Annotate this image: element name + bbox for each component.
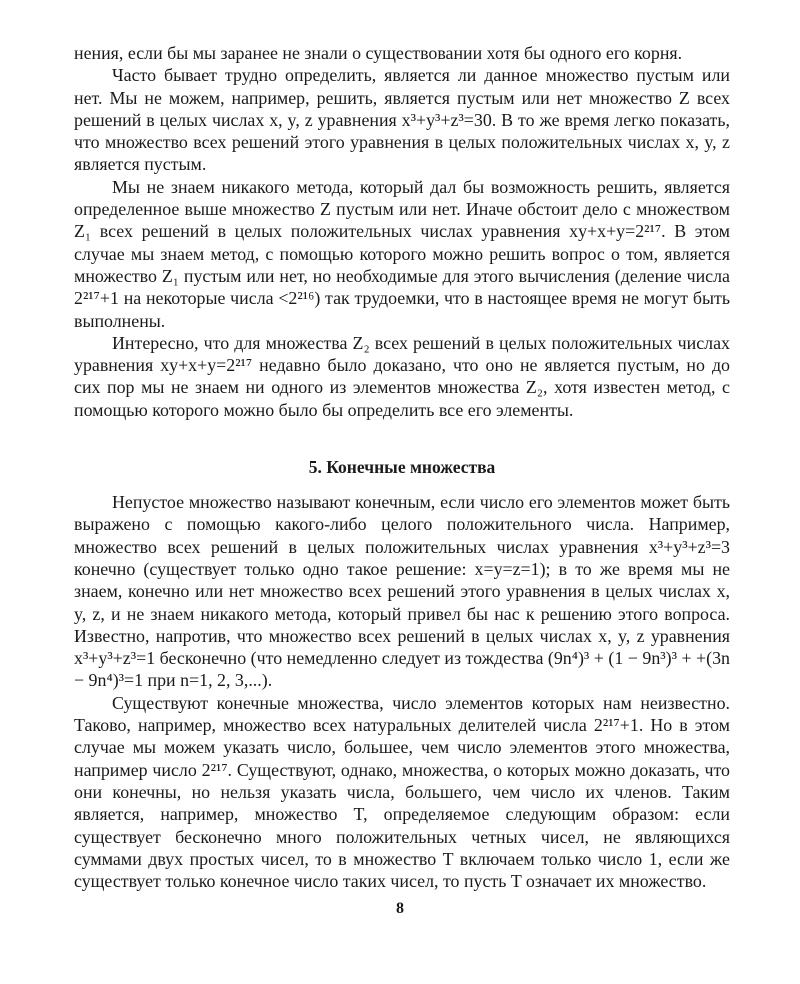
paragraph-z2: Интересно, что для множества Z₂ всех решений в целых положительных числах уравнения xy+x+y=2²¹⁷ недавно было доказано, что оно не является пустым, но до сих пор мы не знаем ни одного из элементов множества Z₂, хотя известен метод, с помощью которого можно было бы определить все его элементы. <box>74 332 730 420</box>
paragraph-finite-definition: Непустое множество называют конечным, если число его элементов может быть выражено с помощью какого-либо целого положительного числа. Например, множество всех решений в целых положительных числах уравнения x³+y³+z³=3 конечно (существует только одно такое решение: x=y=z=1); в то же время мы не знаем, конечно или нет множество всех решений этого уравнения в целых числах x, y, z, и не знаем никакого метода, который привел бы нас к решению этого вопроса. Известно, напротив, что множество всех решений в целых числах x, y, z уравнения x³+y³+z³=1 бесконечно (что немедленно следует из тождества (9n⁴)³ + (1 − 9n³)³ + +(3n − 9n⁴)³=1 при n=1, 2, 3,...). <box>74 492 730 691</box>
page-number: 8 <box>396 900 404 917</box>
paragraph-empty-sets: Часто бывает трудно определить, является ли данное множество пустым или нет. Мы не можем, например, решить, является пустым или нет множество Z всех решений в целых числах x, y, z уравнения x³+y³+z³=30. В то же время легко показать, что множество всех решений этого уравнения в целых положительных числах x, y, z является пустым. <box>74 65 730 175</box>
paragraph-continuation: нения, если бы мы заранее не знали о существовании хотя бы одного его корня. <box>74 43 683 63</box>
section-heading: 5. Конечные множества <box>308 457 496 478</box>
paragraph-unknown-count: Существуют конечные множества, число элементов которых нам неизвестно. Таково, например, множество всех натуральных делителей числа 2²¹⁷+1. Но в этом случае мы можем указать число, большее, чем число элементов этого множества, например число 2²¹⁷. Существуют, однако, множества, о которых можно доказать, что они конечны, но нельзя указать числа, большего, чем число их членов. Таким является, например, множество T, определяемое следующим образом: если существует бесконечно много положительных четных чисел, не являющихся суммами двух простых чисел, то в множество T включаем только число 1, если же существует только конечное число таких чисел, то пусть T означает их множество. <box>74 692 730 892</box>
paragraph-method: Мы не знаем никакого метода, который дал бы возможность решить, является определенное выше множество Z пустым или нет. Иначе обстоит дело с множеством Z₁ всех решений в целых положительных числах уравнения xy+x+y=2²¹⁷. В этом случае мы знаем метод, с помощью которого можно решить вопрос о том, является множество Z₁ пустым или нет, но необходимые для этого вычисления (деление числа 2²¹⁷+1 на некоторые числа <2²¹⁶) так трудоемки, что в настоящее время не могут быть выполнены. <box>74 176 730 331</box>
